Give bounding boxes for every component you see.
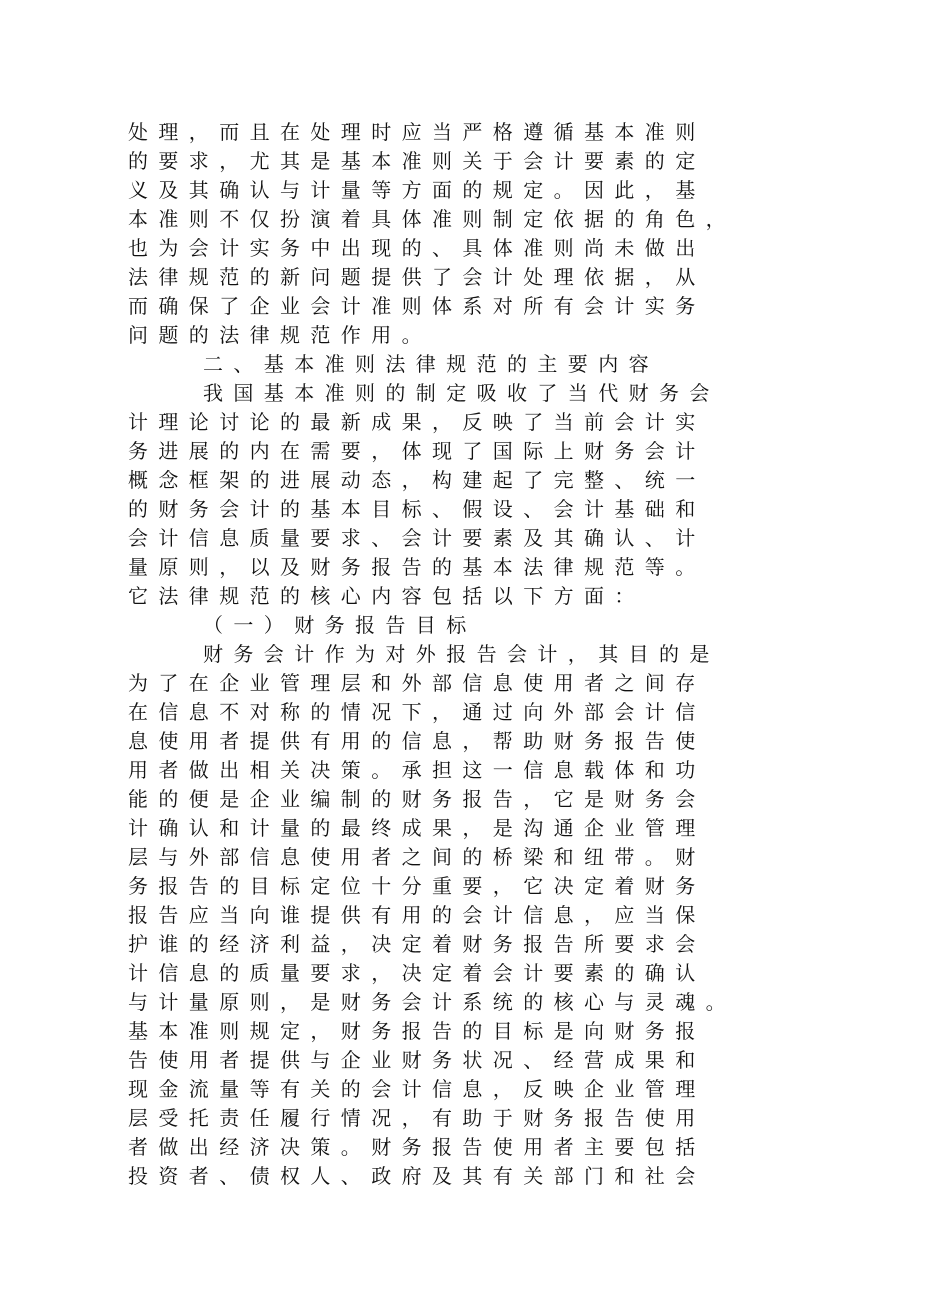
- text-line: 处理，而且在处理时应当严格遵循基本准则: [128, 120, 706, 144]
- text-line: 现金流量等有关的会计信息，反映企业管理: [128, 1077, 706, 1101]
- text-line: 的财务会计的基本目标、假设、会计基础和: [128, 497, 706, 521]
- text-line: 我国基本准则的制定吸收了当代财务会: [203, 381, 720, 405]
- text-line: 基本准则规定，财务报告的目标是向财务报: [128, 1019, 706, 1043]
- text-line: 本准则不仅扮演着具体准则制定依据的角色，: [128, 207, 736, 231]
- text-line: 而确保了企业会计准则体系对所有会计实务: [128, 294, 706, 318]
- text-line: 护谁的经济利益，决定着财务报告所要求会: [128, 932, 706, 956]
- text-line: 务报告的目标定位十分重要，它决定着财务: [128, 874, 706, 898]
- text-line: 为了在企业管理层和外部信息使用者之间存: [128, 671, 706, 695]
- text-line: 量原则，以及财务报告的基本法律规范等。: [128, 555, 706, 579]
- text-line: 计确认和计量的最终成果，是沟通企业管理: [128, 816, 706, 840]
- text-line: 投资者、债权人、政府及其有关部门和社会: [128, 1164, 706, 1188]
- text-line: 用者做出相关决策。承担这一信息载体和功: [128, 758, 706, 782]
- body-text: [128, 118, 848, 1191]
- text-line: 层与外部信息使用者之间的桥梁和纽带。财: [128, 845, 706, 869]
- text-line: 与计量原则，是财务会计系统的核心与灵魂。: [128, 990, 736, 1014]
- text-line: 报告应当向谁提供有用的会计信息，应当保: [128, 903, 706, 927]
- text-line: 计理论讨论的最新成果，反映了当前会计实: [128, 410, 706, 434]
- text-line: 义及其确认与计量等方面的规定。因此，基: [128, 178, 706, 202]
- section-heading: 二、基本准则法律规范的主要内容: [203, 352, 659, 376]
- text-line: 也为会计实务中出现的、具体准则尚未做出: [128, 236, 706, 260]
- text-line: 财务会计作为对外报告会计，其目的是: [203, 642, 720, 666]
- text-line: 概念框架的进展动态，构建起了完整、统一: [128, 468, 706, 492]
- text-line: 在信息不对称的情况下，通过向外部会计信: [128, 700, 706, 724]
- text-line: 法律规范的新问题提供了会计处理依据，从: [128, 265, 706, 289]
- text-line: 问题的法律规范作用。: [128, 323, 432, 347]
- text-line: 计信息的质量要求，决定着会计要素的确认: [128, 961, 706, 985]
- text-line: 层受托责任履行情况，有助于财务报告使用: [128, 1106, 706, 1130]
- text-line: 告使用者提供与企业财务状况、经营成果和: [128, 1048, 706, 1072]
- text-line: 的要求，尤其是基本准则关于会计要素的定: [128, 149, 706, 173]
- subsection-heading: （一）财务报告目标: [203, 613, 477, 637]
- text-line: 务进展的内在需要，体现了国际上财务会计: [128, 439, 706, 463]
- text-line: 者做出经济决策。财务报告使用者主要包括: [128, 1135, 706, 1159]
- text-line: 会计信息质量要求、会计要素及其确认、计: [128, 526, 706, 550]
- text-line: 息使用者提供有用的信息，帮助财务报告使: [128, 729, 706, 753]
- text-line: 它法律规范的核心内容包括以下方面：: [128, 584, 645, 608]
- text-line: 能的便是企业编制的财务报告，它是财务会: [128, 787, 706, 811]
